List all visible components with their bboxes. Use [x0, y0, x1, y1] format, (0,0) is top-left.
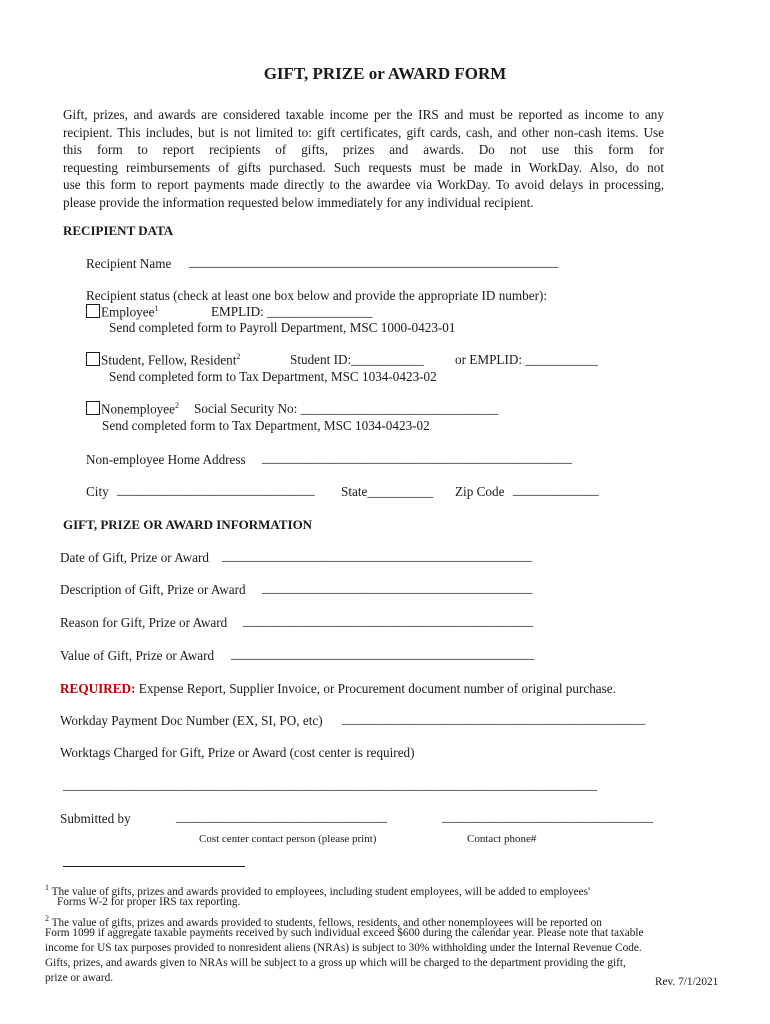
intro-line: use this form to report payments made directly to the awardee via WorkDay. To avoid delays in processing,	[63, 177, 664, 192]
gift-description-field[interactable]: _________________________________________	[262, 580, 533, 595]
home-address-label: Non-employee Home Address	[86, 452, 246, 467]
nonemployee-option	[86, 401, 179, 417]
form-title: GIFT, PRIZE or AWARD FORM	[263, 64, 507, 83]
nonemployee-checkbox[interactable]	[86, 401, 100, 415]
contact-phone-field[interactable]: ________________________________	[442, 809, 653, 824]
nonemployee-send-instructions: Send completed form to Tax Department, MSC 1034-0423-02	[102, 418, 430, 433]
city-field[interactable]: ______________________________	[117, 482, 315, 497]
gift-reason-field[interactable]: ____________________________________________	[243, 613, 534, 628]
footnote-2-line: income for US tax purposes provided to nonresident aliens (NRAs) is subject to 30% withholding under the Internal Revenue Code.	[45, 942, 642, 954]
student-id-field[interactable]: Student ID:___________	[290, 352, 424, 367]
footnote-ref: 2	[236, 352, 241, 361]
home-address-field[interactable]: _______________________________________________	[262, 450, 572, 465]
recipient-status-label: Recipient status (check at least one box below and provide the appropriate ID number):	[86, 288, 548, 303]
footnote-1-line: The value of gifts, prizes and awards provided to employees, including student employees, will be added to employees'	[51, 885, 591, 898]
required-text: Expense Report, Supplier Invoice, or Procurement document number of original purchase.	[138, 681, 616, 696]
intro-line: recipient. This includes, but is not limited to: gift certificates, gift cards, cash, and other non-cash items. Use	[63, 124, 664, 140]
recipient-data-heading: RECIPIENT DATA	[63, 223, 174, 238]
zip-label: Zip Code	[455, 484, 505, 499]
workday-doc-field[interactable]: ______________________________________________	[342, 711, 646, 726]
nonemployee-label: Nonemployee	[101, 401, 175, 417]
footnote-2-line: The value of gifts, prizes and awards provided to students, fellows, residents, and other nonemployees will be reported on	[51, 916, 602, 929]
gift-info-heading: GIFT, PRIZE OR AWARD INFORMATION	[63, 517, 313, 532]
intro-line: please provide the information requested below immediately for any individual recipient.	[63, 194, 534, 210]
intro-line: this form to report recipients of gifts, prizes and awards. Do not use this form for	[63, 142, 664, 157]
student-checkbox[interactable]	[86, 352, 100, 366]
footnote-ref: 1	[154, 304, 159, 313]
intro-paragraph	[63, 106, 664, 211]
required-note	[60, 681, 616, 697]
employee-emplid-field[interactable]: EMPLID: ________________	[211, 304, 373, 319]
employee-send-instructions: Send completed form to Payroll Department, MSC 1000-0423-01	[109, 320, 456, 335]
gift-value-field[interactable]: ______________________________________________	[231, 646, 535, 661]
employee-label: Employee	[101, 304, 155, 320]
footnote-2-line: Gifts, prizes, and awards given to NRAs will be subject to a gross up which will be charged to the department providing the gift,	[45, 957, 626, 969]
footnote-1-line: Forms W-2 for proper IRS tax reporting.	[57, 896, 241, 908]
footnote-1-number: 1	[45, 883, 49, 892]
footnote-separator	[63, 866, 245, 867]
student-option	[86, 352, 240, 368]
worktags-label: Worktags Charged for Gift, Prize or Award (cost center is required)	[60, 745, 415, 760]
contact-person-caption: Cost center contact person (please print)	[199, 833, 377, 845]
gift-value-label: Value of Gift, Prize or Award	[60, 648, 215, 663]
gift-description-label: Description of Gift, Prize or Award	[60, 582, 246, 597]
contact-phone-caption: Contact phone#	[467, 833, 537, 845]
recipient-name-field[interactable]: ________________________________________________________	[189, 254, 559, 269]
gift-date-label: Date of Gift, Prize or Award	[60, 550, 209, 565]
gift-reason-label: Reason for Gift, Prize or Award	[60, 615, 228, 630]
footnote-2-number: 2	[45, 914, 49, 923]
student-send-instructions: Send completed form to Tax Department, MSC 1034-0423-02	[109, 369, 437, 384]
workday-doc-label: Workday Payment Doc Number (EX, SI, PO, etc)	[60, 713, 323, 728]
required-label: REQUIRED:	[60, 681, 136, 696]
contact-person-field[interactable]: ________________________________	[176, 809, 387, 824]
worktags-field[interactable]: _________________________________________________________________________________	[63, 777, 598, 792]
gift-date-field[interactable]: _______________________________________________	[222, 548, 532, 563]
intro-line: requesting reimbursements of gifts purchased. Such requests must be made in WorkDay. Also, do not	[63, 159, 664, 175]
revision-date: Rev. 7/1/2021	[655, 976, 719, 988]
city-label: City	[86, 484, 109, 499]
intro-line: Gift, prizes, and awards are considered taxable income per the IRS and must be reported as income to any	[63, 107, 664, 122]
employee-option	[86, 304, 158, 320]
state-field[interactable]: State__________	[341, 484, 434, 499]
submitted-by-label: Submitted by	[60, 811, 131, 826]
recipient-name-label: Recipient Name	[86, 256, 172, 271]
footnote-ref: 2	[174, 401, 179, 410]
student-emplid-field[interactable]: or EMPLID: ___________	[455, 352, 598, 367]
footnote-2-line: Form 1099 if aggregate taxable payments received by such individual exceed $600 during the calendar year. Please note that taxable	[45, 927, 644, 939]
student-label: Student, Fellow, Resident	[101, 352, 237, 368]
employee-checkbox[interactable]	[86, 304, 100, 318]
zip-field[interactable]: _____________	[513, 482, 599, 497]
footnote-2-line: prize or award.	[45, 972, 114, 984]
ssn-field[interactable]: Social Security No: ______________________________	[194, 401, 499, 416]
